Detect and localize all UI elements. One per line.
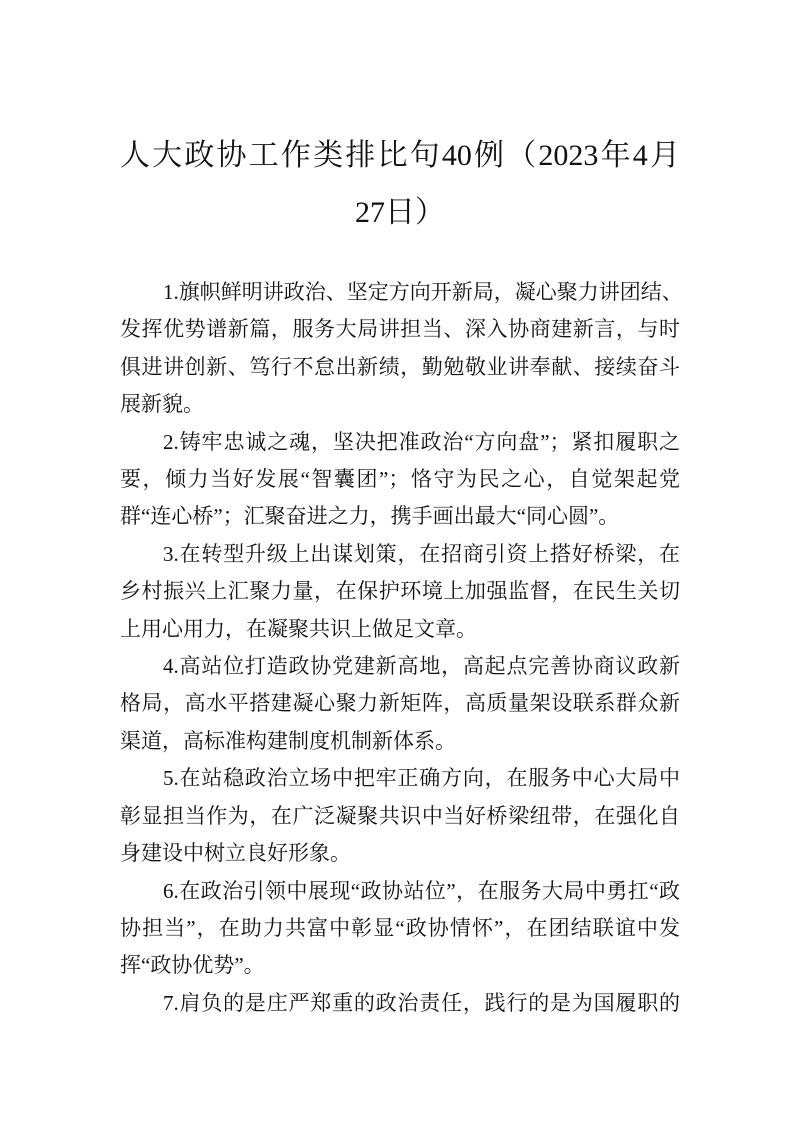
document-title [120,127,680,241]
paragraph-7 [120,985,680,1022]
paragraph-line: 7.肩负的是庄严郑重的政治责任，践行的是为国履职的 [163,990,680,1015]
paragraph-6 [120,873,680,985]
paragraph-line: 发挥优势谱新篇，服务大局讲担当、深入协商建新言，与时 [120,317,680,342]
title-line: 人大政协工作类排比句40例（2023年4月 [120,139,680,172]
paragraph-line: 协担当”，在助力共富中彰显“政协情怀”，在团结联谊中发 [120,915,680,940]
paragraph-1 [120,274,683,424]
paragraph-4 [120,648,680,760]
paragraph-2 [120,424,680,536]
paragraph-line: 彰显担当作为，在广泛凝聚共识中当好桥梁纽带，在强化自 [120,803,680,828]
paragraph-line: 2.铸牢忠诚之魂，坚决把准政治“方向盘”；紧扣履职之 [163,429,680,454]
paragraph-line: 1.旗帜鲜明讲政治、坚定方向开新局，凝心聚力讲团结、 [163,280,683,304]
paragraph-line: 上用心用力，在凝聚共识上做足文章。 [120,616,477,641]
paragraph-line: 4.高站位打造政协党建新高地，高起点完善协商议政新 [163,654,680,679]
document-body [120,274,683,1022]
paragraph-line: 5.在站稳政治立场中把牢正确方向，在服务中心大局中 [163,766,680,791]
paragraph-3 [120,536,680,648]
paragraph-line: 6.在政治引领中展现“政协站位”，在服务大局中勇扛“政 [163,878,680,903]
paragraph-line: 渠道，高标准构建制度机制新体系。 [120,728,456,753]
paragraph-line: 乡村振兴上汇聚力量，在保护环境上加强监督，在民生关切 [120,579,680,604]
paragraph-line: 展新貌。 [120,392,204,417]
paragraph-line: 挥“政协优势”。 [120,953,265,978]
paragraph-5 [120,760,680,872]
paragraph-line: 身建设中树立良好形象。 [120,841,351,866]
paragraph-line: 3.在转型升级上出谋划策，在招商引资上搭好桥梁，在 [163,541,680,566]
paragraph-line: 群“连心桥”；汇聚奋进之力，携手画出最大“同心圆”。 [120,504,620,529]
paragraph-line: 要，倾力当好发展“智囊团”；恪守为民之心，自觉架起党 [120,467,680,492]
title-line: 27日） [355,196,445,229]
paragraph-line: 俱进讲创新、笃行不怠出新绩，勤勉敬业讲奉献、接续奋斗 [120,354,680,379]
paragraph-line: 格局，高水平搭建凝心聚力新矩阵，高质量架设联系群众新 [120,691,680,716]
